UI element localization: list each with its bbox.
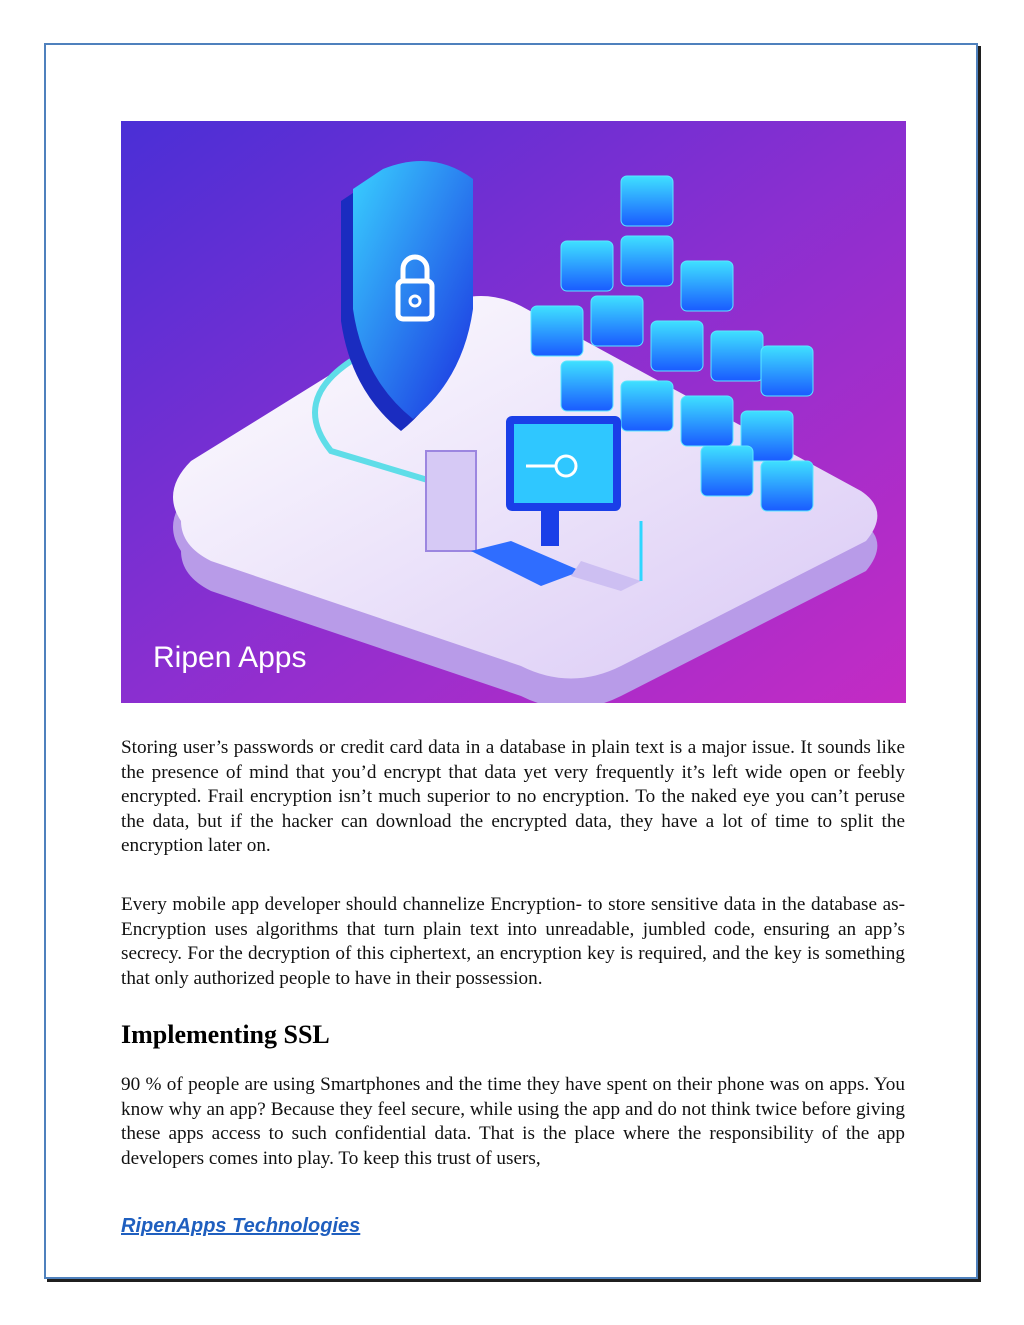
encryption-illustration (121, 121, 906, 703)
logo-text: Ripen Apps (153, 641, 307, 674)
paragraph-2: Every mobile app developer should channelize Encryption- to store sensitive data in the database as- Encryption uses algorithms that turn plain text into unreadable, jumbled code, ensuring an app’s secrecy. For the decryption of this ciphertext, an encryption key is required, and the key is something that only authorized people to have in their possession. (121, 894, 905, 989)
section-paragraph: 90 % of people are using Smartphones and the time they have spent on their phone was on apps. You know why an app? Because they feel secure, while using the app and do not think twice before giving these apps access to such confidential data. That is the place where the responsibility of the app developers comes into play. To keep this trust of users, (121, 1074, 905, 1169)
section-heading: Implementing SSL (121, 1020, 330, 1049)
footer-company-link[interactable]: RipenApps Technologies (121, 1215, 361, 1237)
paragraph-1: Storing user’s passwords or credit card data in a database in plain text is a major issue. It sounds like the presence of mind that you’d encrypt that data yet very frequently it’s left wide open or feebly encrypted. Frail encryption isn’t much superior to no encryption. To the naked eye you can’t peruse the data, but if the hacker can download the encrypted data, they have a lot of time to split the encryption later on. (121, 737, 905, 857)
hero-image (121, 121, 906, 703)
